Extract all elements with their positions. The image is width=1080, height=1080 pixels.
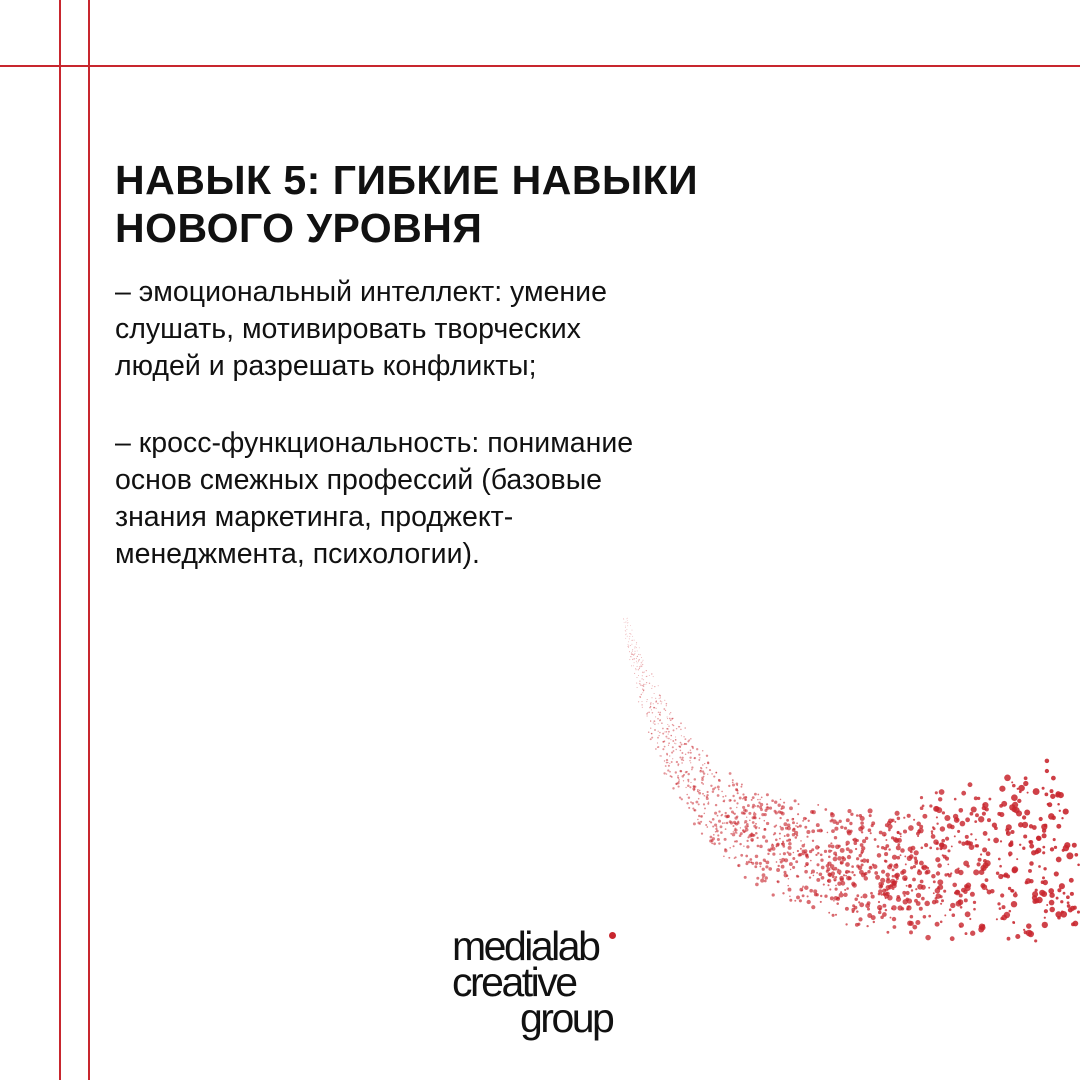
paragraph-line: – эмоциональный интеллект: умение (115, 276, 607, 308)
logo-line: group (520, 995, 613, 1041)
paragraph-line: – кросс-функциональность: понимание (115, 427, 634, 459)
frame-line-vertical-left (59, 0, 61, 1080)
title-line: НОВОГО УРОВНЯ (115, 205, 483, 251)
paragraph-emotional-intelligence (115, 274, 755, 385)
medialab-logo (452, 923, 652, 1048)
logo-line: creative (452, 959, 576, 1005)
paragraph-line: знания маркетинга, проджект- (115, 501, 514, 533)
paragraph-line: основ смежных профессий (базовые (115, 464, 603, 496)
paragraph-line: слушать, мотивировать творческих (115, 313, 581, 345)
logo-line: medialab (452, 923, 599, 969)
paragraph-line: людей и разрешать конфликты; (115, 350, 537, 382)
paragraph-cross-functionality (115, 425, 755, 573)
frame-line-vertical-right (88, 0, 90, 1080)
logo-dot-icon (609, 932, 616, 939)
slide-title (115, 156, 835, 252)
title-line: НАВЫК 5: ГИБКИЕ НАВЫКИ (115, 157, 699, 203)
paragraph-line: менеджмента, психологии). (115, 538, 480, 570)
frame-line-horizontal (0, 65, 1080, 67)
